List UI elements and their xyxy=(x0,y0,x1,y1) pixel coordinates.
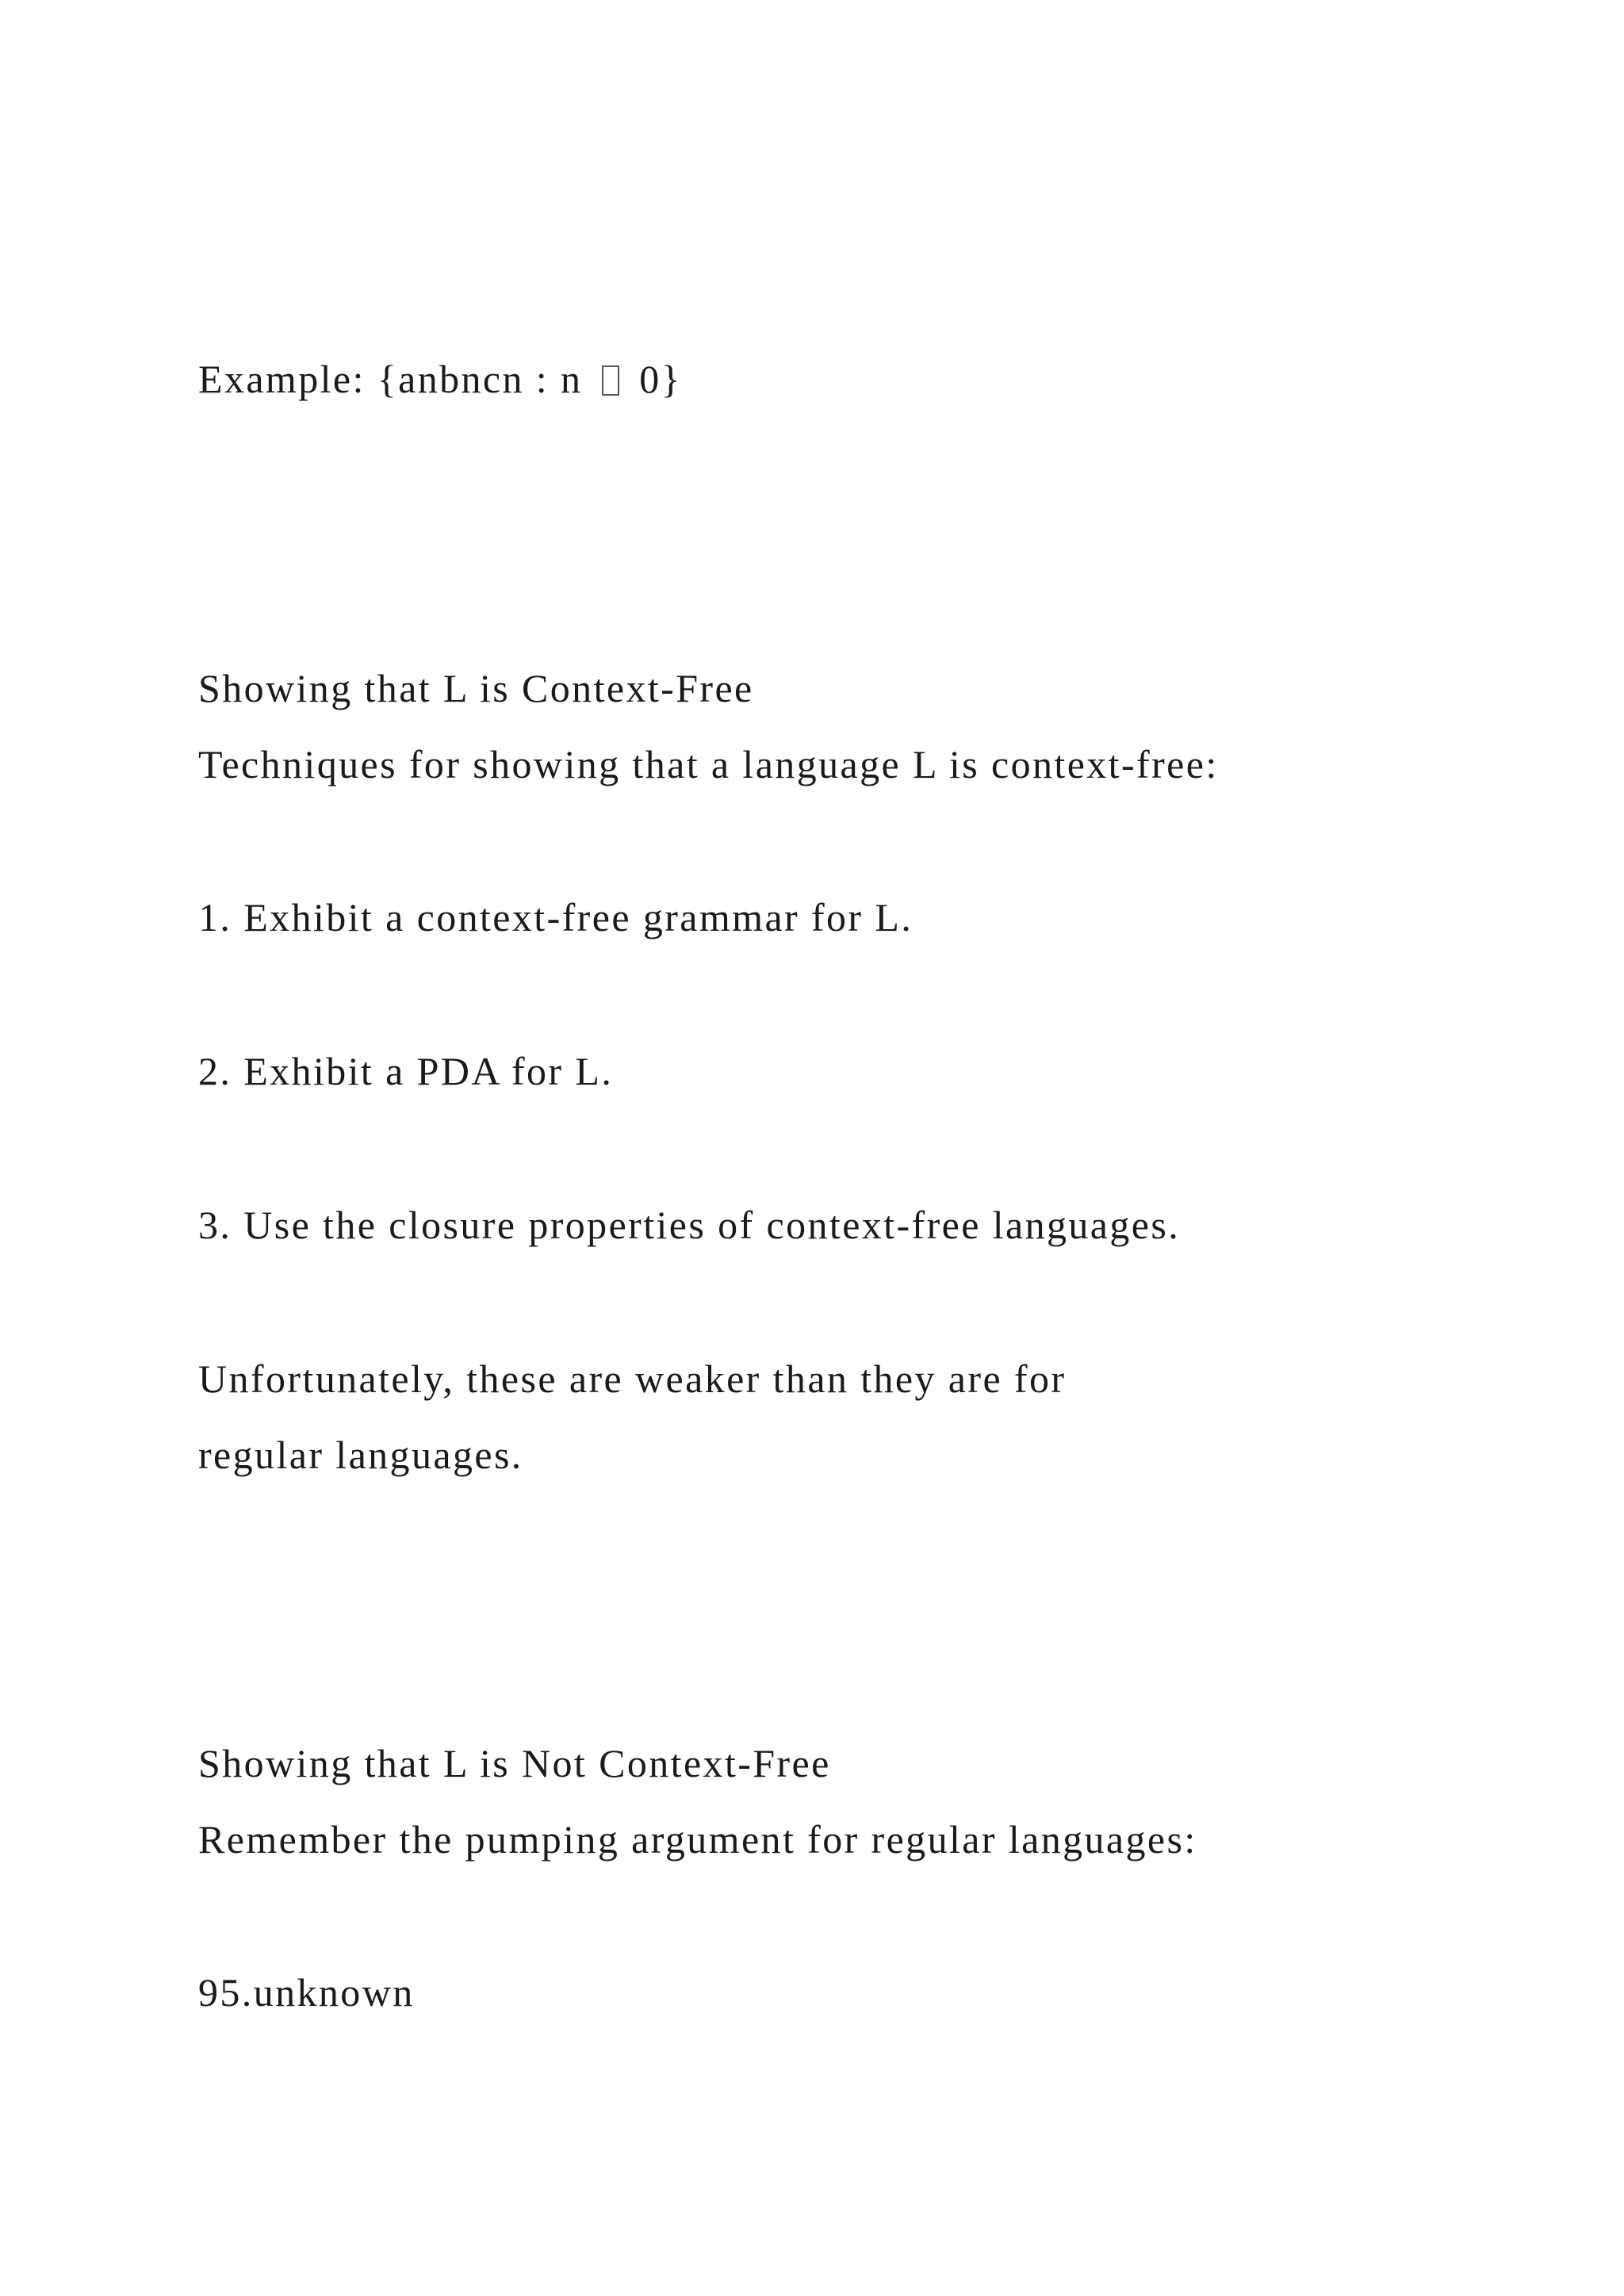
section-intro-context-free: Techniques for showing that a language L is context-free: xyxy=(198,742,1219,786)
list-item-pda: 2. Exhibit a PDA for L. xyxy=(198,1049,614,1093)
section-heading-not-context-free: Showing that L is Not Context-Free xyxy=(198,1741,831,1785)
list-item-closure: 3. Use the closure properties of context-free languages. xyxy=(198,1203,1181,1247)
example-line xyxy=(198,355,682,403)
page-footer-text: 95.unknown xyxy=(198,1970,415,2015)
missing-glyph-icon xyxy=(602,365,619,396)
note-line-2: regular languages. xyxy=(198,1433,523,1477)
example-suffix: 0} xyxy=(639,357,683,401)
example-prefix: Example: {anbncn : n xyxy=(198,357,583,401)
section-intro-not-context-free: Remember the pumping argument for regular languages: xyxy=(198,1817,1197,1862)
section-heading-context-free: Showing that L is Context-Free xyxy=(198,666,754,710)
list-item-grammar: 1. Exhibit a context-free grammar for L. xyxy=(198,895,914,939)
note-line-1: Unfortunately, these are weaker than they are for xyxy=(198,1357,1067,1401)
